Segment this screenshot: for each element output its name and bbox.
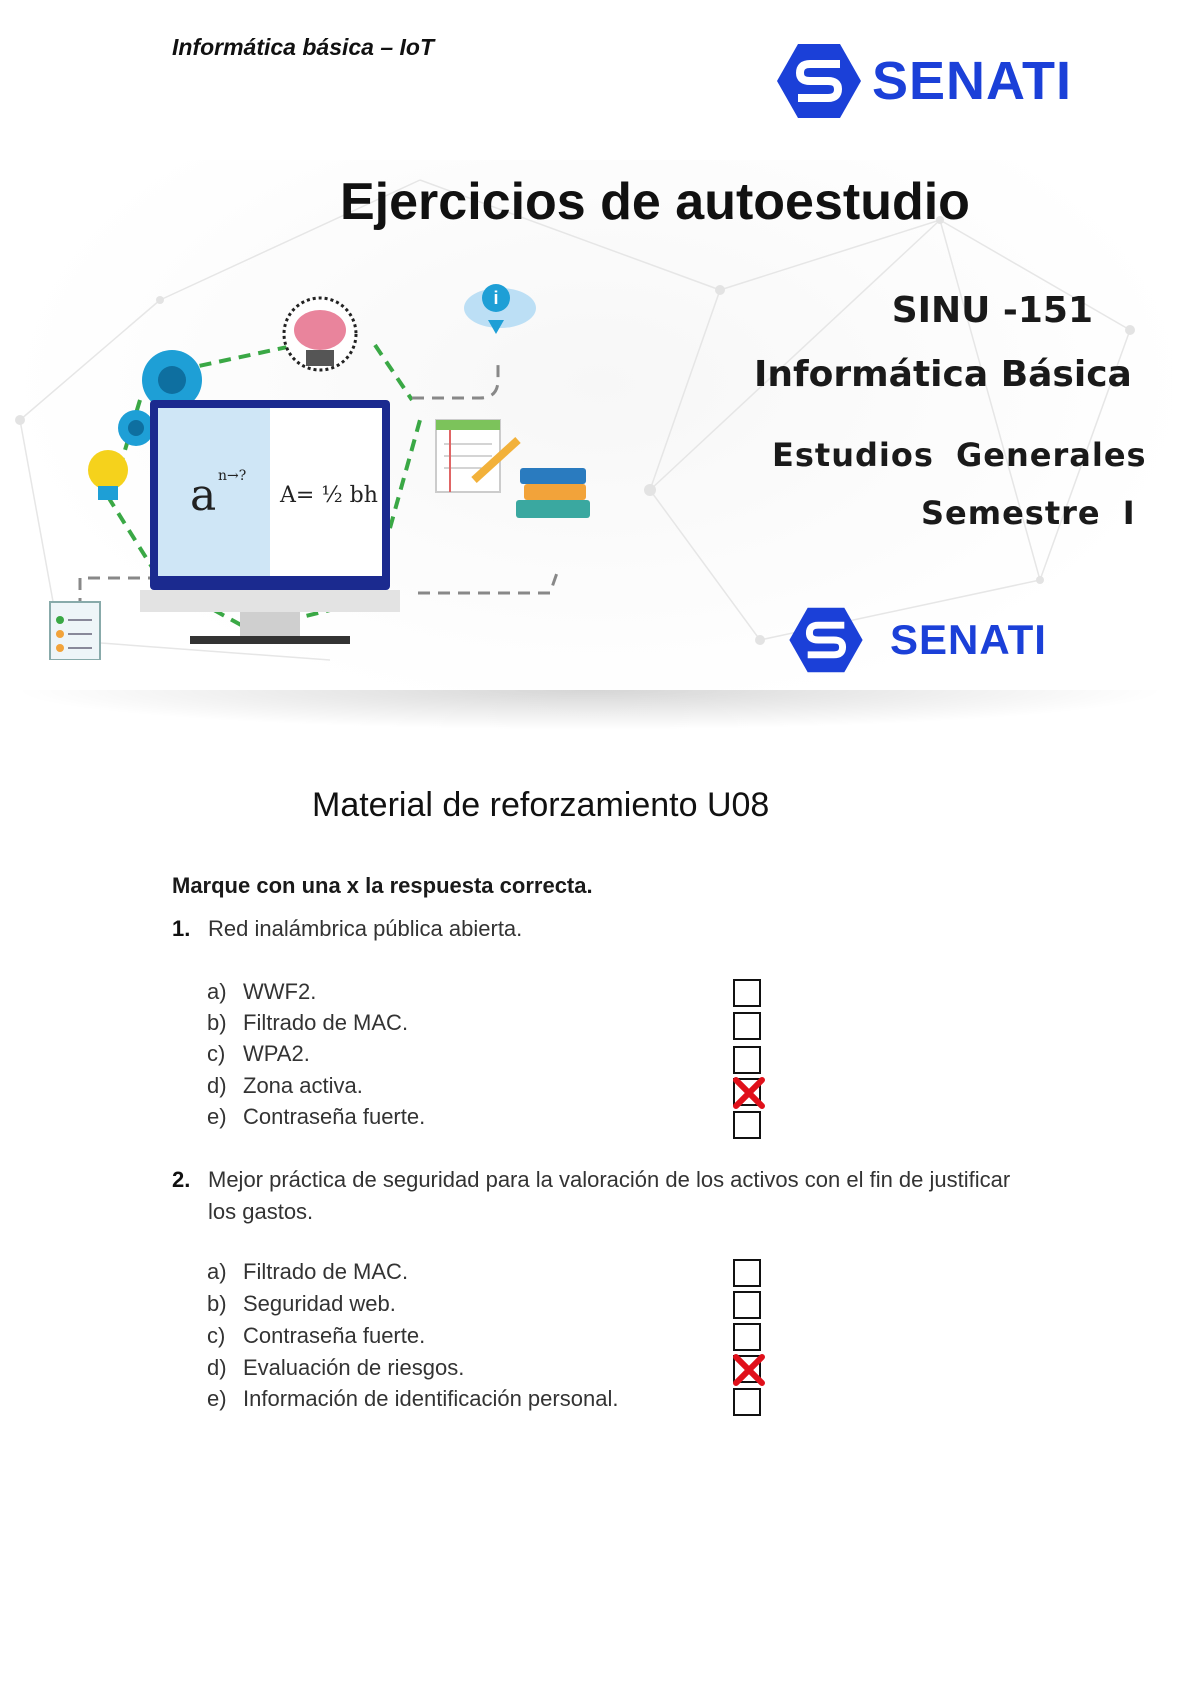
option-1c xyxy=(207,1038,767,1070)
course-name: Informática Básica xyxy=(754,354,1132,395)
senati-brand-text: SENATI xyxy=(890,616,1047,663)
section-title: Material de reforzamiento U08 xyxy=(312,786,770,824)
instruction-text: Marque con una x la respuesta correcta. xyxy=(172,873,593,898)
option-text: Información de identificación personal. xyxy=(243,1386,619,1411)
option-letter: a) xyxy=(207,1259,227,1284)
option-text: Seguridad web. xyxy=(243,1291,396,1316)
option-1b xyxy=(207,1007,767,1039)
notebook-pencil-icon xyxy=(436,420,518,492)
question-text: Mejor práctica de seguridad para la valoración de los activos con el fin de justificar los gastos. xyxy=(208,1167,1011,1224)
books-icon xyxy=(516,468,590,518)
option-text: WWF2. xyxy=(243,979,317,1004)
course-code: SINU -151 xyxy=(891,290,1093,331)
option-letter: c) xyxy=(207,1041,226,1066)
checklist-icon xyxy=(50,602,100,660)
option-letter: a) xyxy=(207,979,227,1004)
page-title: Ejercicios de autoestudio xyxy=(340,173,970,231)
senati-logo-icon xyxy=(776,42,862,120)
option-letter: d) xyxy=(207,1073,227,1098)
checkbox-1e[interactable] xyxy=(733,1111,761,1139)
semester-label: Semestre I xyxy=(921,494,1136,532)
checkbox-2c[interactable] xyxy=(733,1323,761,1351)
option-letter: e) xyxy=(207,1104,227,1129)
senati-logo-top xyxy=(776,42,1072,120)
option-letter: b) xyxy=(207,1291,227,1316)
senati-logo-banner xyxy=(784,606,1047,674)
senati-brand-text: SENATI xyxy=(872,51,1073,111)
option-2a xyxy=(207,1256,767,1288)
question-number: 1. xyxy=(172,916,191,941)
option-text: Contraseña fuerte. xyxy=(243,1104,426,1129)
option-2b xyxy=(207,1288,767,1320)
option-text: WPA2. xyxy=(243,1041,310,1066)
department-label: Estudios Generales xyxy=(772,436,1147,474)
education-illustration xyxy=(40,280,620,660)
computer-monitor-icon xyxy=(140,400,400,644)
info-cloud-icon xyxy=(464,284,536,334)
formula-text-1: a xyxy=(190,470,217,521)
option-letter: e) xyxy=(207,1386,227,1411)
option-text: Filtrado de MAC. xyxy=(243,1259,409,1284)
course-header-note: Informática básica – IoT xyxy=(172,34,435,60)
option-2e xyxy=(207,1383,767,1415)
formula-superscript: n→? xyxy=(218,468,247,484)
option-text: Zona activa. xyxy=(243,1073,363,1098)
question-1 xyxy=(172,913,1032,945)
option-1e xyxy=(207,1101,767,1133)
option-2c xyxy=(207,1320,767,1352)
option-letter: b) xyxy=(207,1010,227,1035)
option-text: Contraseña fuerte. xyxy=(243,1323,426,1348)
checkbox-1b[interactable] xyxy=(733,1012,761,1040)
option-letter: d) xyxy=(207,1355,227,1380)
question-number: 2. xyxy=(172,1167,191,1192)
checkbox-1a[interactable] xyxy=(733,979,761,1007)
svg-text:i: i xyxy=(493,288,499,308)
option-text: Evaluación de riesgos. xyxy=(243,1355,465,1380)
lightbulb-icon xyxy=(88,450,128,500)
senati-logo-icon xyxy=(784,606,868,674)
option-2d xyxy=(207,1352,767,1384)
checkbox-2d[interactable] xyxy=(733,1355,761,1383)
question-2 xyxy=(172,1164,1032,1228)
option-text: Filtrado de MAC. xyxy=(243,1010,409,1035)
question-text: Red inalámbrica pública abierta. xyxy=(208,916,523,941)
formula-text-2: A= ½ bh xyxy=(280,483,378,508)
option-1d xyxy=(207,1070,767,1102)
checkbox-2a[interactable] xyxy=(733,1259,761,1287)
option-letter: c) xyxy=(207,1323,226,1348)
checkbox-2b[interactable] xyxy=(733,1291,761,1319)
option-1a xyxy=(207,976,767,1008)
idea-brain-icon xyxy=(284,298,356,370)
checkbox-2e[interactable] xyxy=(733,1388,761,1416)
